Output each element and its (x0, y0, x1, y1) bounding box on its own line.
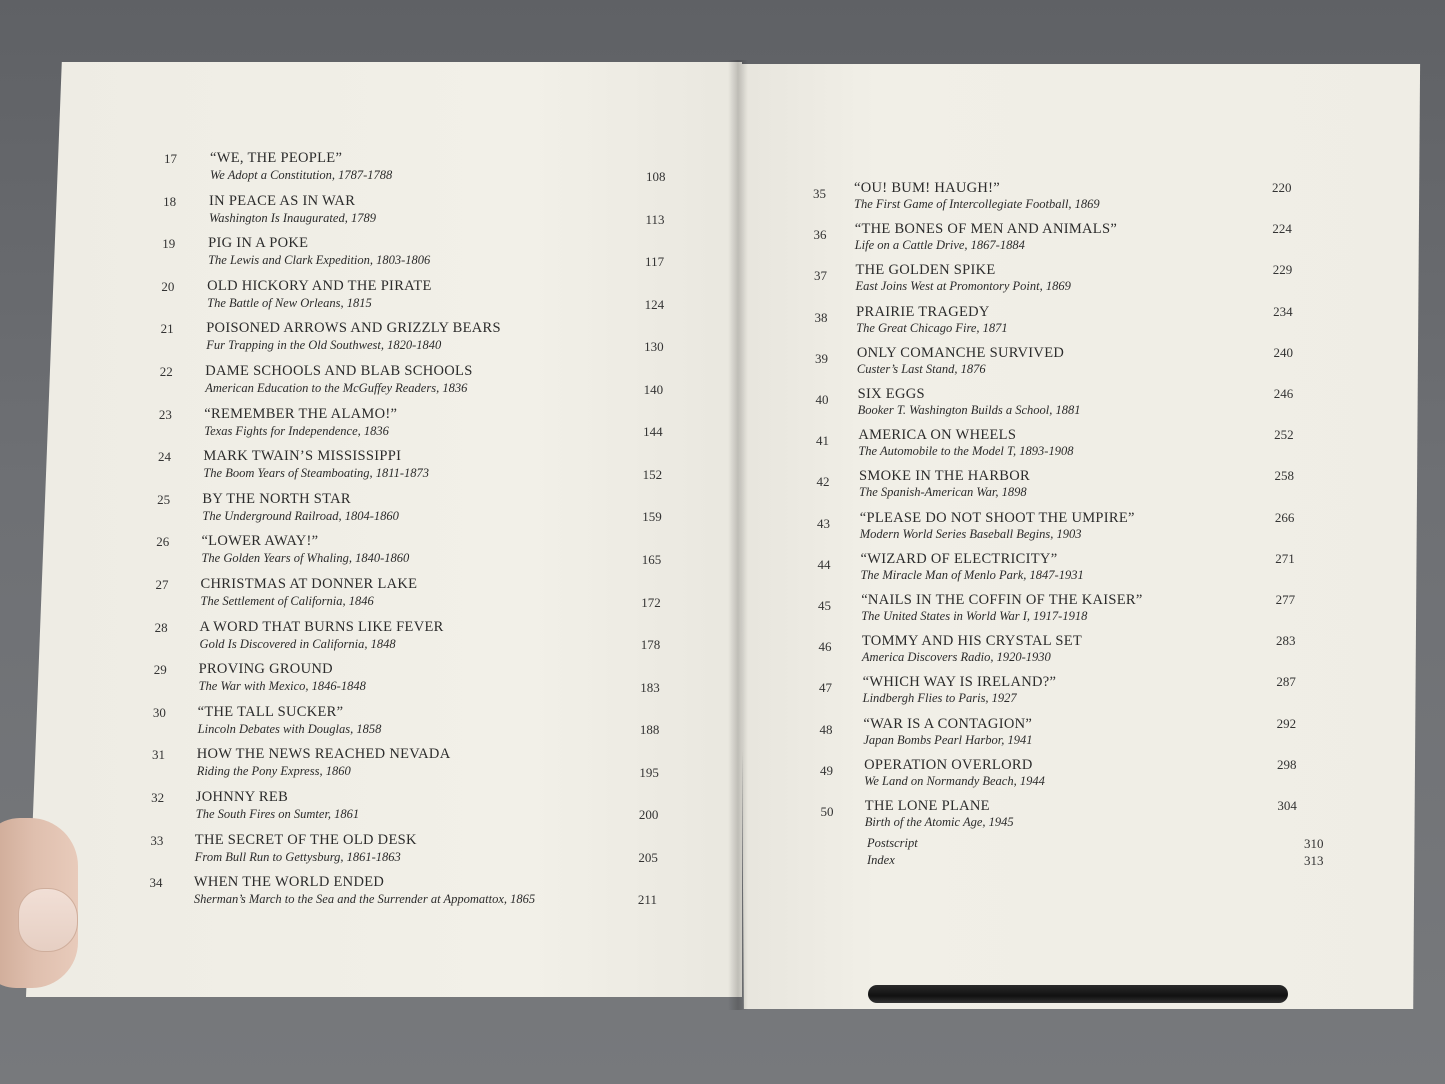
entry-title: “WAR IS A CONTAGION” (863, 715, 1033, 732)
entry-page-number: 292 (1276, 715, 1297, 731)
entry-number: 20 (161, 278, 175, 294)
entry-subtitle: The Miracle Man of Menlo Park, 1847-1931 (860, 567, 1084, 582)
entry-subtitle: Texas Fights for Independence, 1836 (204, 423, 389, 438)
entry-number: 41 (816, 433, 830, 449)
entry-number: 38 (814, 309, 828, 325)
entry-subtitle: The Settlement of California, 1846 (200, 594, 374, 608)
entry-number: 33 (150, 832, 164, 848)
entry-subtitle: We Adopt a Constitution, 1787-1788 (210, 168, 393, 182)
entry-title: PROVING GROUND (198, 661, 333, 678)
entry-subtitle: Washington Is Inaugurated, 1789 (209, 210, 376, 225)
entry-page-number: 271 (1275, 550, 1295, 566)
entry-page-number: 117 (645, 254, 665, 270)
entry-subtitle: Fur Trapping in the Old Southwest, 1820-1840 (206, 338, 442, 353)
entry-page-number: 152 (642, 466, 663, 482)
entry-number: 31 (152, 747, 166, 763)
entry-title: “THE BONES OF MEN AND ANIMALS” (854, 221, 1118, 238)
entry-subtitle: Lincoln Debates with Douglas, 1858 (197, 721, 382, 736)
entry-page-number: 211 (637, 892, 657, 908)
backmatter-label: Postscript (867, 836, 918, 850)
entry-page-number: 246 (1273, 386, 1294, 401)
entry-subtitle: The Boom Years of Steamboating, 1811-1873 (203, 466, 430, 481)
entry-page-number: 188 (639, 722, 660, 738)
entry-title: “REMEMBER THE ALAMO!” (204, 405, 398, 422)
backmatter-page-number: 310 (1304, 836, 1324, 851)
entry-number: 29 (153, 662, 167, 678)
entry-subtitle: The Lewis and Clark Expedition, 1803-1806 (208, 253, 431, 268)
entry-title: AMERICA ON WHEELS (858, 427, 1017, 444)
entry-title: “OU! BUM! HAUGH!” (854, 180, 1001, 196)
entry-title: OLD HICKORY AND THE PIRATE (207, 277, 432, 294)
entry-subtitle: Custer’s Last Stand, 1876 (856, 361, 986, 376)
entry-title: PRAIRIE TRAGEDY (856, 303, 990, 320)
entry-subtitle: Birth of the Atomic Age, 1945 (864, 815, 1014, 829)
entry-page-number: 277 (1275, 592, 1296, 607)
entry-number: 39 (815, 350, 829, 366)
entry-title: DAME SCHOOLS AND BLAB SCHOOLS (205, 363, 473, 379)
entry-number: 32 (151, 790, 165, 805)
entry-title: “WE, THE PEOPLE” (210, 150, 343, 166)
entry-number: 36 (813, 227, 827, 243)
entry-subtitle: America Discovers Radio, 1920-1930 (861, 650, 1051, 665)
entry-title: “LOWER AWAY!” (201, 533, 319, 550)
entry-title: A WORD THAT BURNS LIKE FEVER (199, 618, 444, 635)
entry-number: 34 (149, 875, 163, 891)
entry-title: “WIZARD OF ELECTRICITY” (860, 550, 1058, 567)
entry-number: 35 (813, 186, 826, 201)
entry-title: PIG IN A POKE (208, 235, 309, 252)
entry-number: 37 (814, 268, 827, 284)
entry-title: “THE TALL SUCKER” (197, 703, 344, 720)
entry-page-number: 283 (1275, 633, 1296, 649)
entry-title: CHRISTMAS AT DONNER LAKE (200, 576, 418, 592)
entry-subtitle: Gold Is Discovered in California, 1848 (199, 636, 396, 651)
entry-number: 27 (155, 577, 169, 592)
entry-subtitle: Lindbergh Flies to Paris, 1927 (862, 691, 1017, 706)
entry-title: IN PEACE AS IN WAR (209, 192, 356, 209)
entry-number: 44 (817, 556, 831, 572)
entry-number: 23 (158, 406, 172, 422)
entry-subtitle: The Great Chicago Fire, 1871 (856, 320, 1008, 335)
entry-subtitle: Booker T. Washington Builds a School, 1881 (857, 403, 1081, 417)
entry-page-number: 229 (1272, 262, 1293, 278)
entry-title: MARK TWAIN’S MISSISSIPPI (203, 448, 402, 465)
entry-title: BY THE NORTH STAR (202, 490, 351, 507)
entry-page-number: 113 (645, 211, 665, 227)
entry-title: WHEN THE WORLD ENDED (193, 874, 385, 891)
entry-subtitle: The War with Mexico, 1846-1848 (198, 679, 366, 694)
entry-number: 19 (162, 236, 176, 252)
entry-page-number: 252 (1274, 427, 1294, 443)
entry-number: 22 (159, 364, 173, 379)
entry-page-number: 140 (643, 381, 664, 397)
entry-subtitle: American Education to the McGuffey Readers, 1836 (205, 381, 468, 395)
entry-subtitle: The Battle of New Orleans, 1815 (207, 295, 372, 310)
entry-subtitle: The Underground Railroad, 1804-1860 (202, 508, 399, 523)
entry-number: 43 (817, 515, 831, 531)
entry-page-number: 172 (641, 594, 661, 610)
entry-subtitle: The Automobile to the Model T, 1893-1908 (858, 444, 1074, 459)
entry-page-number: 108 (646, 169, 666, 184)
entry-page-number: 200 (638, 807, 659, 823)
entry-page-number: 234 (1273, 303, 1293, 319)
entry-subtitle: From Bull Run to Gettysburg, 1861-1863 (194, 849, 401, 864)
entry-number: 18 (163, 193, 177, 209)
entry-title: OPERATION OVERLORD (864, 756, 1033, 773)
entry-number: 45 (818, 598, 832, 613)
entry-title: “WHICH WAY IS IRELAND?” (862, 674, 1057, 691)
entry-number: 40 (815, 392, 829, 407)
entry-title: POISONED ARROWS AND GRIZZLY BEARS (206, 320, 501, 337)
entry-title: “NAILS IN THE COFFIN OF THE KAISER” (861, 592, 1143, 608)
entry-title: ONLY COMANCHE SURVIVED (856, 344, 1065, 361)
entry-page-number: 124 (644, 296, 665, 312)
entry-title: “PLEASE DO NOT SHOOT THE UMPIRE” (859, 509, 1135, 526)
entry-page-number: 304 (1277, 798, 1297, 813)
entry-subtitle: The Spanish-American War, 1898 (859, 485, 1027, 500)
entry-page-number: 258 (1274, 468, 1295, 484)
entry-subtitle: Japan Bombs Pearl Harbor, 1941 (863, 732, 1033, 747)
entry-subtitle: We Land on Normandy Beach, 1944 (864, 773, 1045, 788)
thumbnail-nail (18, 888, 78, 952)
entry-number: 42 (816, 474, 830, 490)
entry-subtitle: Life on a Cattle Drive, 1867-1884 (854, 238, 1025, 253)
entry-subtitle: East Joins West at Promontory Point, 1869 (855, 279, 1071, 294)
entry-title: THE GOLDEN SPIKE (855, 262, 996, 279)
entry-subtitle: Riding the Pony Express, 1860 (196, 764, 351, 779)
entry-page-number: 159 (642, 509, 662, 525)
entry-subtitle: Sherman’s March to the Sea and the Surrender at Appomattox, 1865 (193, 892, 536, 907)
entry-page-number: 287 (1276, 674, 1296, 690)
entry-number: 28 (154, 619, 168, 635)
entry-title: TOMMY AND HIS CRYSTAL SET (861, 633, 1083, 650)
entry-title: SMOKE IN THE HARBOR (859, 468, 1031, 485)
entry-number: 25 (157, 491, 171, 507)
entry-title: SIX EGGS (857, 386, 925, 402)
book-gutter (728, 60, 748, 1010)
entry-page-number: 240 (1273, 344, 1293, 360)
backmatter-page-number: 313 (1304, 853, 1324, 868)
entry-page-number: 165 (641, 551, 662, 567)
entry-title: HOW THE NEWS REACHED NEVADA (196, 746, 451, 763)
entry-page-number: 224 (1272, 221, 1292, 237)
entry-number: 47 (819, 680, 833, 696)
entry-number: 26 (156, 534, 170, 550)
entry-number: 30 (152, 704, 166, 720)
entry-page-number: 144 (643, 424, 663, 440)
entry-number: 46 (818, 639, 832, 655)
entry-page-number: 220 (1272, 180, 1292, 195)
entry-number: 49 (820, 762, 834, 778)
entry-subtitle: Modern World Series Baseball Begins, 1903 (859, 526, 1082, 541)
entry-page-number: 205 (638, 849, 658, 865)
entry-subtitle: The United States in World War I, 1917-1918 (861, 609, 1088, 623)
entry-subtitle: The First Game of Intercollegiate Football, 1869 (854, 197, 1100, 211)
entry-subtitle: The Golden Years of Whaling, 1840-1860 (201, 551, 410, 566)
entry-title: THE LONE PLANE (864, 798, 990, 814)
entry-page-number: 183 (640, 679, 660, 695)
entry-title: JOHNNY REB (195, 789, 289, 805)
entry-title: THE SECRET OF THE OLD DESK (194, 831, 417, 848)
entry-subtitle: The South Fires on Sumter, 1861 (195, 807, 360, 821)
entry-number: 21 (160, 321, 174, 337)
entry-number: 50 (820, 804, 834, 819)
entry-number: 48 (819, 721, 833, 737)
entry-number: 17 (164, 151, 177, 166)
entry-page-number: 178 (640, 637, 661, 653)
book-stand (868, 985, 1288, 1003)
entry-page-number: 130 (644, 339, 664, 355)
entry-page-number: 195 (639, 764, 659, 780)
entry-page-number: 266 (1274, 509, 1295, 525)
entry-page-number: 298 (1277, 756, 1297, 772)
entry-number: 24 (158, 449, 171, 465)
backmatter-label: Index (867, 853, 895, 867)
